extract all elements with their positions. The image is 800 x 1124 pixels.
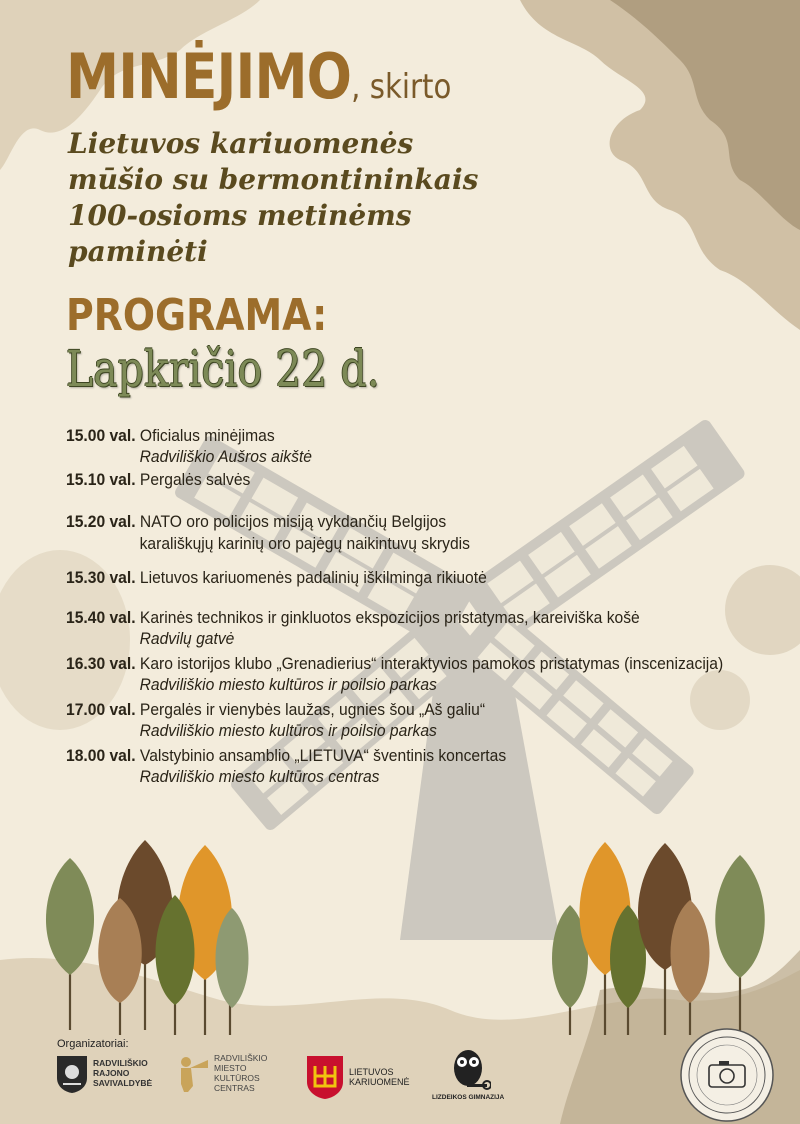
municipality-crest-icon xyxy=(55,1054,89,1094)
org-culture-center xyxy=(172,1054,267,1094)
schedule-item xyxy=(66,426,312,467)
culture-center-line: KULTŪROS xyxy=(214,1073,260,1083)
army-emblem-icon xyxy=(305,1054,345,1100)
army-line: KARIUOMENĖ xyxy=(349,1077,410,1087)
title-suffix: , skirto xyxy=(351,67,452,107)
organizers-label: Organizatoriai: xyxy=(57,1038,129,1050)
culture-center-line: MIESTO xyxy=(214,1063,247,1074)
schedule-time: 15.10 val. xyxy=(66,470,136,489)
municipality-line: SAVIVALDYBĖ xyxy=(93,1077,153,1088)
schedule-item xyxy=(66,470,250,490)
schedule-item xyxy=(66,654,723,695)
schedule-time: 15.20 val. xyxy=(66,512,136,531)
event-date: Lapkričio 22 d. xyxy=(66,340,380,398)
schedule-location: Radviliškio miesto kultūros ir poilsio parkas xyxy=(139,675,437,694)
schedule-time: 15.40 val. xyxy=(66,608,136,627)
schedule-text: Oficialus minėjimas xyxy=(139,426,275,445)
schedule-location: Radviliškio Aušros aikštė xyxy=(139,447,312,466)
schedule-time: 17.00 val. xyxy=(66,700,136,719)
schedule-time: 18.00 val. xyxy=(66,746,136,765)
schedule-text: NATO oro policijos misiją vykdančių Belgijos xyxy=(139,512,447,531)
schedule-item xyxy=(66,746,506,787)
gymnasium-name: LIZDEIKOS GIMNAZIJA xyxy=(432,1094,505,1101)
title-main-word: MINĖJIMO xyxy=(66,40,352,113)
subtitle-line-3: 100-osioms metinėms xyxy=(68,199,412,232)
subtitle-line-1: Lietuvos kariuomenės xyxy=(68,127,414,160)
schedule-item xyxy=(66,700,485,741)
schedule-time: 16.30 val. xyxy=(66,654,136,673)
army-line: LIETUVOS xyxy=(349,1066,394,1077)
municipality-line: RAJONO xyxy=(93,1068,130,1079)
schedule-time: 15.30 val. xyxy=(66,568,136,587)
schedule-time: 15.00 val. xyxy=(66,426,136,445)
schedule-text-line2: karališkųjų karinių oro pajėgų naikintuvų skrydis xyxy=(139,534,470,553)
subtitle-line-4: paminėti xyxy=(68,235,208,268)
culture-center-name xyxy=(214,1054,267,1093)
schedule-text: Pergalės salvės xyxy=(139,470,251,489)
owl-icon xyxy=(445,1046,491,1094)
subtitle-line-2: mūšio su bermontininkais xyxy=(68,163,479,196)
org-army xyxy=(305,1054,410,1100)
municipality-name xyxy=(93,1059,152,1088)
army-name xyxy=(349,1067,410,1088)
municipality-line: RADVILIŠKIO xyxy=(93,1058,148,1069)
programa-heading: PROGRAMA: xyxy=(66,290,328,341)
paint-dot xyxy=(725,565,800,655)
culture-center-line: CENTRAS xyxy=(214,1082,255,1093)
schedule-location: Radvilų gatvė xyxy=(139,629,235,648)
schedule-text: Valstybinio ansamblio „LIETUVA“ šventinis koncertas xyxy=(139,746,507,765)
culture-center-line: RADVILIŠKIO xyxy=(214,1053,268,1064)
schedule-text: Karinės technikos ir ginkluotos ekspozicijos pristatymas, kareiviška košė xyxy=(139,608,640,627)
schedule-item xyxy=(66,512,470,554)
page-title xyxy=(66,40,451,113)
tree-left-green-1 xyxy=(46,858,94,975)
tree-right-green-3 xyxy=(715,855,765,978)
org-municipality xyxy=(55,1054,152,1094)
org-gymnasium xyxy=(432,1046,504,1101)
schedule-text: Pergalės ir vienybės laužas, ugnies šou „Aš galiu“ xyxy=(139,700,486,719)
schedule-location: Radviliškio miesto kultūros centras xyxy=(139,767,380,786)
schedule-item xyxy=(66,568,487,588)
schedule-item xyxy=(66,608,640,649)
schedule-location: Radviliškio miesto kultūros ir poilsio parkas xyxy=(139,721,437,740)
schedule-text: Lietuvos kariuomenės padalinių iškilminga rikiuotė xyxy=(139,568,487,587)
photo-club-stamp xyxy=(681,1029,773,1121)
horn-player-icon xyxy=(172,1054,210,1094)
schedule-text: Karo istorijos klubo „Grenadierius“ interaktyvios pamokos pristatymas (inscenizacija) xyxy=(139,654,724,673)
